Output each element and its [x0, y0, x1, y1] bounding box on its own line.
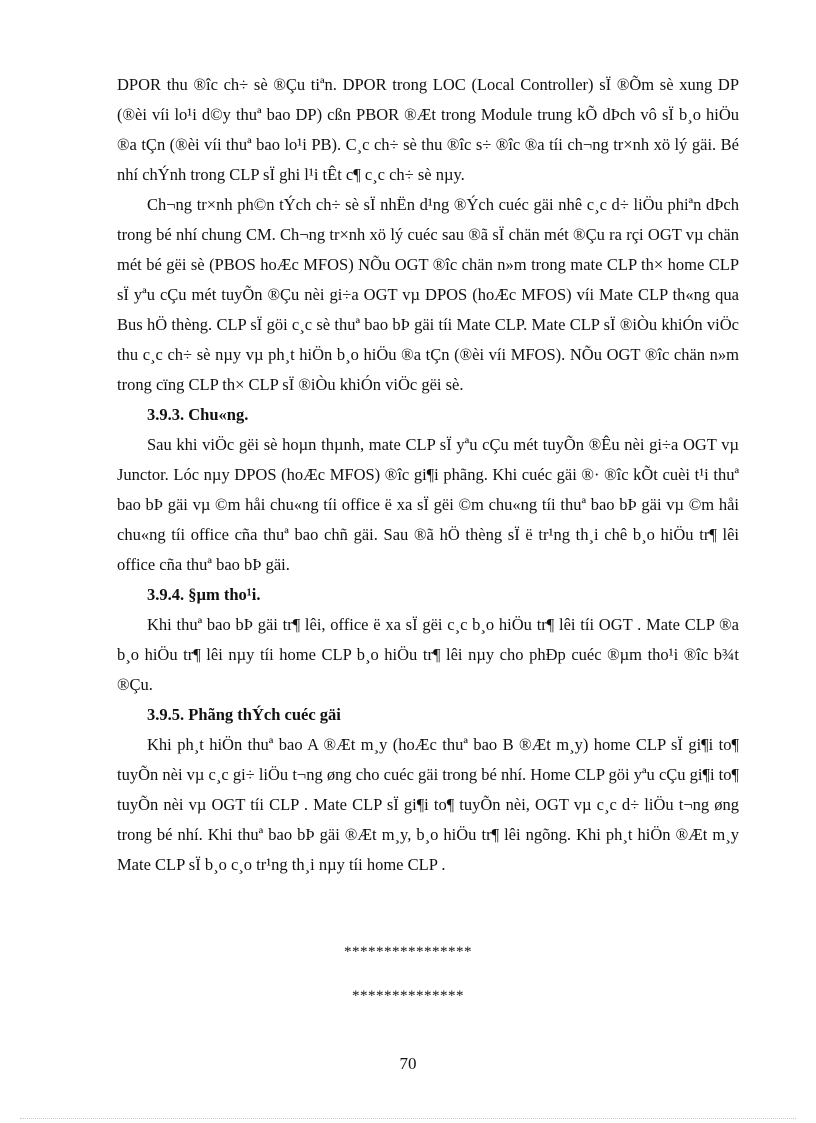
paragraph-5: Khi ph¸t hiÖn thuª bao A ®Æt m¸y (hoÆc thuª bao B ®Æt m¸y) home CLP sÏ gi¶i to¶ tuyÕn nèi vµ c¸c gi÷ liÖu t¬ng øng cho cuéc gäi trong bé nhí. Home CLP göi yªu cÇu gi¶i to¶ tuyÕn nèi vµ OGT tíi CLP . Mate CLP sÏ gi¶i to¶ tuyÕn nèi, OGT vµ c¸c d÷ liÖu t¬ng øng trong bé nhí. Khi thuª bao bÞ gäi ®Æt m¸y, b¸o hiÖu tr¶ lêi ngõng. Khi ph¸t hiÖn ®Æt m¸y Mate CLP sÏ b¸o c¸o tr¹ng th¸i nµy tíi home CLP .: [117, 735, 739, 874]
separator-stars-1: ****************: [344, 944, 472, 960]
page-bottom-divider: [20, 1118, 796, 1119]
section-heading-3-9-3: 3.9.3. Chu«ng.: [147, 405, 249, 424]
separator-stars-2: **************: [352, 988, 464, 1004]
section-heading-3-9-5: 3.9.5. Phãng thÝch cuéc gäi: [147, 705, 341, 724]
page-body: [117, 70, 739, 880]
paragraph-2: Ch¬ng tr×nh ph©n tÝch ch÷ sè sÏ nhËn d¹ng ®Ých cuéc gäi nhê c¸c d÷ liÖu phiªn dÞch trong bé nhí chung CM. Ch¬ng tr×nh xö lý cuéc sau ®ã sÏ chän mét ®Çu ra rçi OGT vµ chän mét bé gëi sè (PBOS hoÆc MFOS) NÕu OGT ®îc chän n»m trong mate CLP th× home CLP sÏ yªu cÇu mét tuyÕn ®Çu nèi gi÷a OGT vµ DPOS (hoÆc MFOS) víi Mate CLP th«ng qua Bus hÖ thèng. CLP sÏ göi c¸c sè thuª bao bÞ gäi tíi Mate CLP. Mate CLP sÏ ®iÒu khiÓn viÖc thu c¸c ch÷ sè nµy vµ ph¸t hiÖn b¸o hiÖu ®a tÇn (®èi víi MFOS). NÕu OGT ®îc chän n»m trong cïng CLP th× CLP sÏ ®iÒu khiÓn viÖc gëi sè.: [117, 195, 739, 394]
paragraph-3: Sau khi viÖc gëi sè hoµn thµnh, mate CLP sÏ yªu cÇu mét tuyÕn ®Êu nèi gi÷a OGT vµ Junctor. Lóc nµy DPOS (hoÆc MFOS) ®îc gi¶i phãng. Khi cuéc gäi ®· ®îc kÕt cuèi t¹i thuª bao bÞ gäi vµ ©m håi chu«ng tíi office ë xa sÏ gëi ©m chu«ng tíi thuª bao bÞ gäi vµ ©m håi chu«ng tíi office cña thuª bao chñ gäi. Sau ®ã hÖ thèng sÏ ë tr¹ng th¸i chê b¸o hiÖu tr¶ lêi office cña thuª bao bÞ gäi.: [117, 435, 739, 574]
page-number: 70: [399, 1054, 417, 1073]
paragraph-4: Khi thuª bao bÞ gäi tr¶ lêi, office ë xa sÏ gëi c¸c b¸o hiÖu tr¶ lêi tíi OGT . Mate CLP ®a b¸o hiÖu tr¶ lêi nµy tíi home CLP b¸o hiÖu tr¶ lêi nµy cho phÐp cuéc ®µm tho¹i ®îc b¾t ®Çu.: [117, 615, 739, 694]
section-heading-3-9-4: 3.9.4. §µm tho¹i.: [147, 585, 261, 604]
paragraph-1: DPOR thu ®îc ch÷ sè ®Çu tiªn. DPOR trong LOC (Local Controller) sÏ ®Õm sè xung DP (®èi víi lo¹i d©y thuª bao DP) cßn PBOR ®Æt trong Module trung kÕ dÞch vô sÏ b¸o hiÖu ®a tÇn (®èi víi thuª bao lo¹i PB). C¸c ch÷ sè thu ®îc s÷ ®îc ®a tíi ch¬ng tr×nh xö lý gäi. Bé nhí chÝnh trong CLP sÏ ghi l¹i tÊt c¶ c¸c ch÷ sè nµy.: [117, 75, 739, 184]
